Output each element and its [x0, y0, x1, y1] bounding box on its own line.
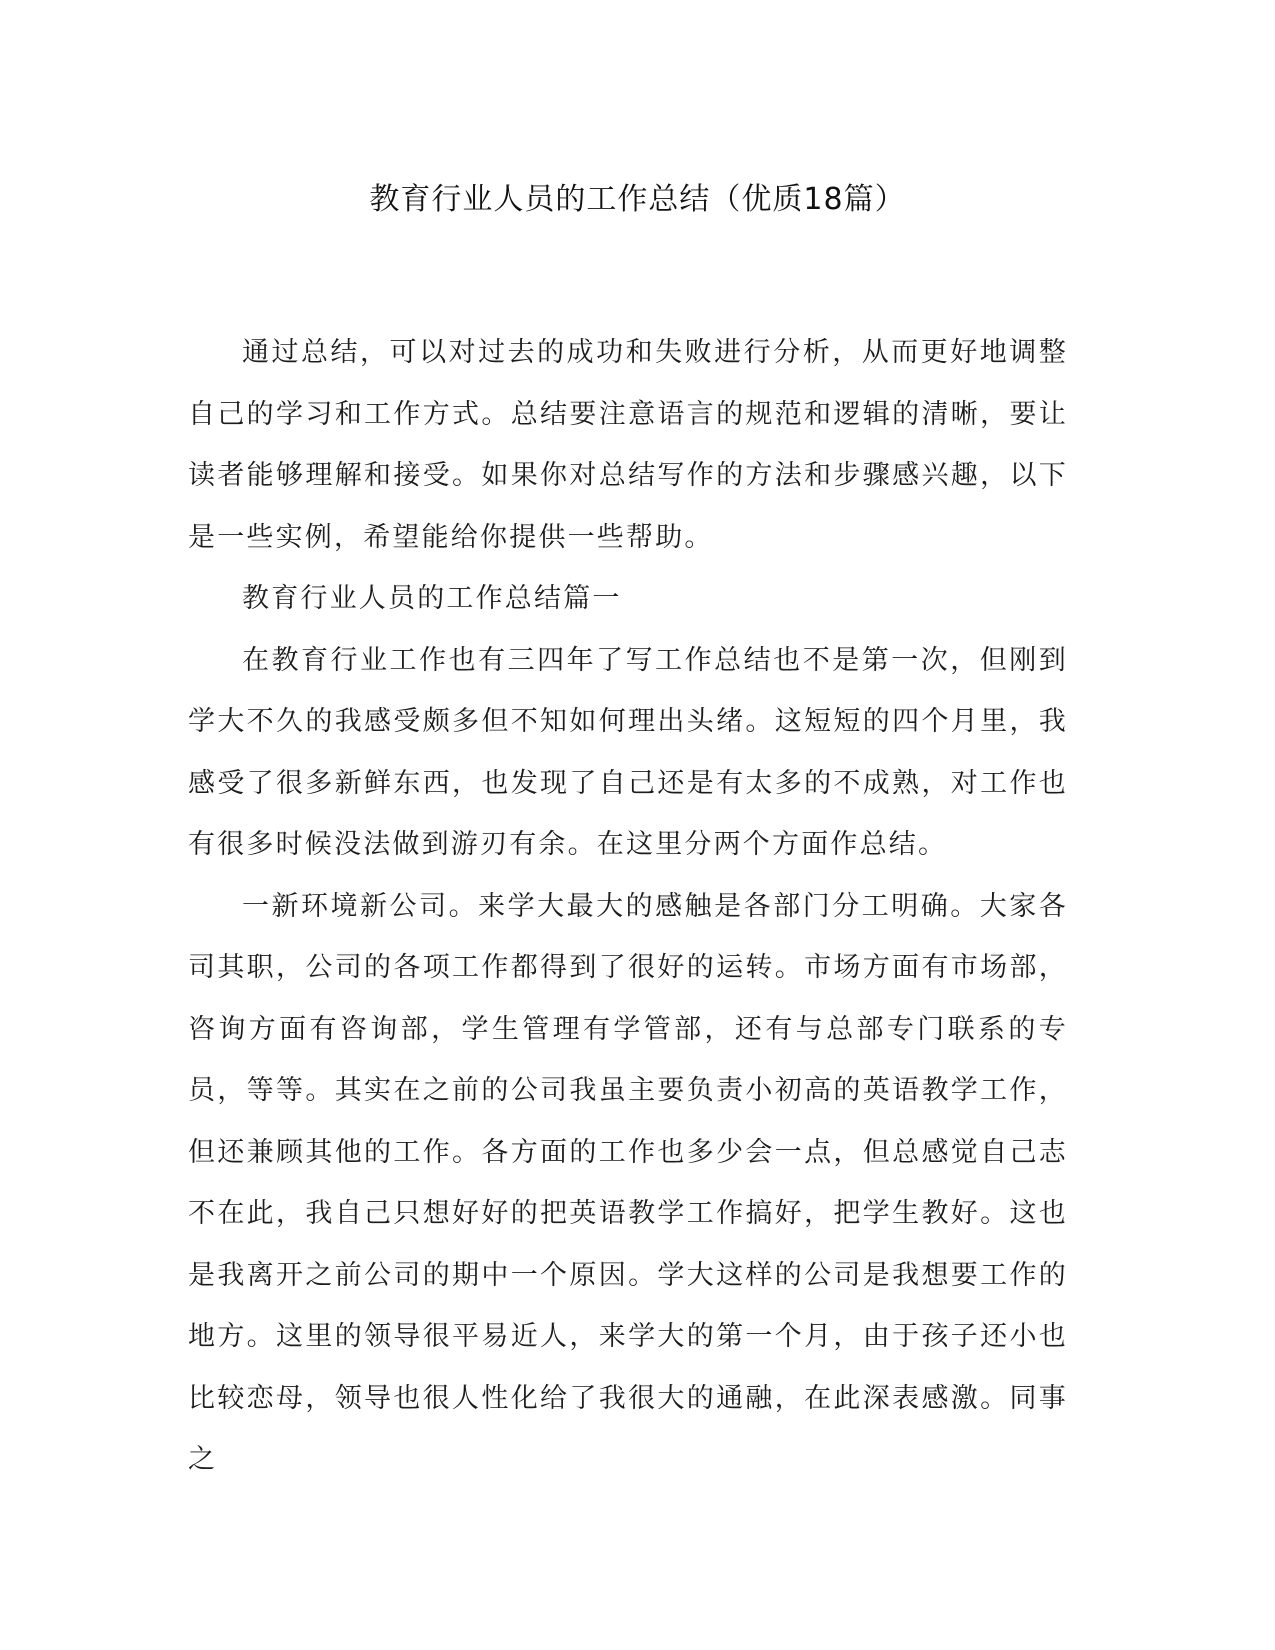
document-body — [188, 322, 1068, 1491]
document-title: 教育行业人员的工作总结（优质18篇） — [369, 182, 906, 217]
body-paragraph: 在教育行业工作也有三四年了写工作总结也不是第一次，但刚到学大不久的我感受颇多但不知如何理出头绪。这短短的四个月里，我感受了很多新鲜东西，也发现了自己还是有太多的不成熟，对工作也有很多时候没法做到游刃有余。在这里分两个方面作总结。 — [188, 644, 1068, 860]
body-paragraph: 一新环境新公司。来学大最大的感触是各部门分工明确。大家各司其职，公司的各项工作都得到了很好的运转。市场方面有市场部，咨询方面有咨询部，学生管理有学管部，还有与总部专门联系的专员，等等。其实在之前的公司我虽主要负责小初高的英语教学工作，但还兼顾其他的工作。各方面的工作也多少会一点，但总感觉自己志不在此，我自己只想好好的把英语教学工作搞好，把学生教好。这也是我离开之前公司的期中一个原因。学大这样的公司是我想要工作的地方。这里的领导很平易近人，来学大的第一个月，由于孩子还小也比较恋母，领导也很人性化给了我很大的通融，在此深表感激。同事之 — [188, 890, 1068, 1475]
section-heading: 教育行业人员的工作总结篇一 — [242, 583, 622, 614]
intro-paragraph: 通过总结，可以对过去的成功和失败进行分析，从而更好地调整自己的学习和工作方式。总结要注意语言的规范和逻辑的清晰，要让读者能够理解和接受。如果你对总结写作的方法和步骤感兴趣，以下是一些实例，希望能给你提供一些帮助。 — [188, 337, 1068, 553]
